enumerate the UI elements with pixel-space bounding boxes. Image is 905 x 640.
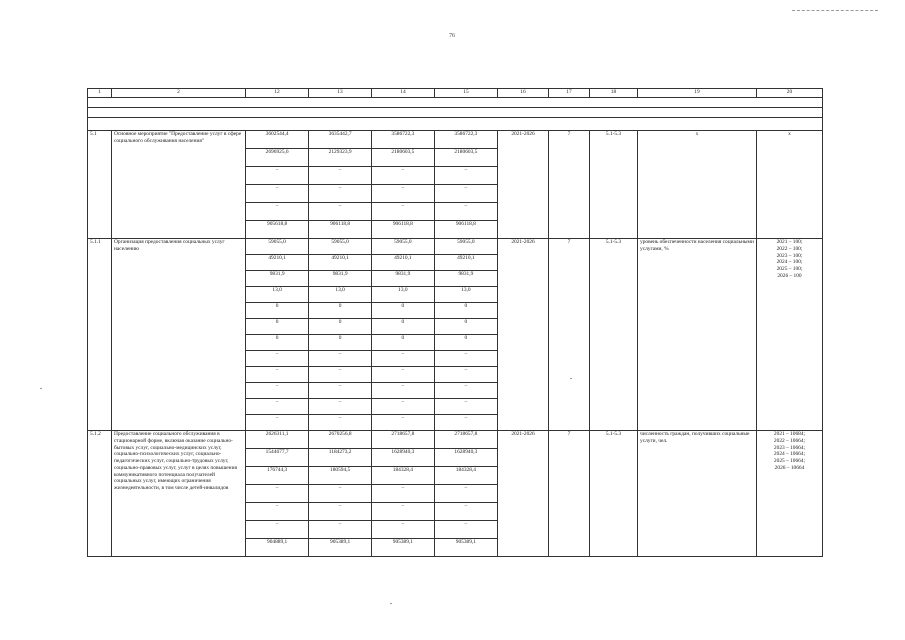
value-cell: –: [246, 351, 309, 367]
value-cell: 0: [246, 335, 309, 351]
value-cell: 184328,4: [372, 467, 435, 485]
scan-speck: [390, 603, 392, 604]
value-cell: –: [246, 399, 309, 415]
value-cell: 3586722,3: [372, 131, 435, 149]
header-row: [88, 89, 823, 98]
col-header: 17: [549, 89, 590, 98]
value-cell: 49210,1: [309, 255, 372, 271]
value-cell: –: [372, 485, 435, 503]
value-cell: –: [434, 383, 497, 399]
col-header: 13: [309, 89, 372, 98]
funding-values: [246, 431, 498, 557]
value-cell: –: [434, 351, 497, 367]
value-cell: –: [309, 485, 372, 503]
value-cell: 0: [309, 319, 372, 335]
value-cell: –: [309, 415, 372, 431]
value-cell: –: [434, 185, 497, 203]
col17-cell: 7: [549, 131, 590, 239]
row-name: Организация предоставления социальных услуг населению: [112, 239, 246, 431]
indicator-cell: численность граждан, получивших социальные услуги, чел.: [638, 431, 757, 557]
value-cell: 2180603,5: [372, 149, 435, 167]
value-cell: –: [434, 167, 497, 185]
blank-row: [88, 118, 823, 131]
value-cell: –: [309, 521, 372, 539]
value-cell: 180594,5: [309, 467, 372, 485]
value-cell: –: [372, 503, 435, 521]
target-cell: 2021 – 100; 2022 – 100; 2023 – 100; 2024 – 100; 2025 – 100; 2026 – 100: [757, 239, 823, 431]
table-row: [88, 131, 823, 239]
blank-row: [88, 108, 823, 118]
value-cell: 184328,4: [434, 467, 497, 485]
period-cell: 2021-2026: [498, 131, 549, 239]
period-cell: 2021-2026: [498, 239, 549, 431]
value-cell: –: [372, 415, 435, 431]
value-cell: –: [246, 203, 309, 221]
col17-cell: 7: [549, 431, 590, 557]
value-cell: –: [434, 415, 497, 431]
value-cell: 904889,1: [246, 539, 309, 557]
value-cell: 2696925,6: [246, 149, 309, 167]
scan-speck: [40, 388, 42, 389]
value-cell: 3602544,4: [265, 131, 289, 137]
value-cell: 49210,1: [434, 255, 497, 271]
value-cell: 0: [434, 319, 497, 335]
value-cell: 0: [246, 303, 309, 319]
value-cell: 906118,8: [372, 221, 435, 239]
col-header: 15: [435, 89, 498, 98]
period-cell: 2021-2026: [498, 431, 549, 557]
program-table: [87, 88, 823, 557]
value-cell: 13,0: [309, 287, 372, 303]
blank-row: [88, 98, 823, 108]
target-cell: х: [757, 131, 823, 239]
value-cell: –: [246, 485, 309, 503]
col-header: 20: [757, 89, 823, 98]
value-cell: –: [372, 399, 435, 415]
col18-cell: 5.1-5.3: [590, 131, 638, 239]
value-cell: –: [246, 367, 309, 383]
value-cell: –: [309, 167, 372, 185]
value-cell: –: [246, 503, 309, 521]
value-cell: 9831,9: [434, 271, 497, 287]
value-cell: 0: [372, 335, 435, 351]
value-cell: –: [434, 399, 497, 415]
value-cell: 905618,8: [246, 221, 309, 239]
value-cell: –: [309, 185, 372, 203]
value-cell: 905389,1: [372, 539, 435, 557]
row-id: 5.1.1: [88, 239, 112, 431]
value-cell: 0: [309, 335, 372, 351]
value-cell: 9831,9: [246, 271, 309, 287]
col-header: 1: [88, 89, 112, 98]
value-cell: –: [309, 351, 372, 367]
value-cell: –: [372, 521, 435, 539]
col18-cell: 5.1-5.3: [590, 431, 638, 557]
value-cell: 59055,0: [372, 239, 435, 255]
value-cell: –: [246, 185, 309, 203]
value-cell: –: [372, 367, 435, 383]
value-cell: 3635442,7: [309, 131, 372, 149]
value-cell: 2180603,5: [434, 149, 497, 167]
value-cell: –: [434, 521, 497, 539]
funding-values: [246, 239, 498, 431]
row-name: Основное мероприятие "Предоставление услуг в сфере социального обслуживания населения": [112, 131, 246, 239]
value-cell: 0: [309, 303, 372, 319]
row-name: Предоставление социального обслуживания в стационарной форме, включая оказание социально-бытовых услуг, социально-медицинских услуг, социально-психологических услуг, социально-педагогических услуг, социально-трудовых услуг, социально-правовых услуг, услуг в целях повышения коммуникативного потенциала получателей социальных услуг, имеющих ограничения жизнедеятельности, в том числе детей-инвалидов: [112, 431, 246, 557]
value-cell: 13,0: [372, 287, 435, 303]
value-cell: 2718657,8: [372, 431, 435, 449]
col-header: 12: [246, 89, 309, 98]
value-cell: 0: [246, 319, 309, 335]
col18-cell: 5.1-5.3: [590, 239, 638, 431]
value-cell: –: [246, 415, 309, 431]
table-row: [88, 239, 823, 431]
value-cell: 0: [434, 303, 497, 319]
value-cell: –: [309, 383, 372, 399]
value-cell: 13,0: [434, 287, 497, 303]
value-cell: 0: [372, 303, 435, 319]
value-cell: –: [434, 503, 497, 521]
indicator-cell: уровень обеспеченности населения социальными услугами, %: [638, 239, 757, 431]
value-cell: –: [246, 521, 309, 539]
table-row: [88, 431, 823, 557]
value-cell: 0: [372, 319, 435, 335]
value-cell: 3586722,3: [434, 131, 497, 149]
value-cell: –: [309, 367, 372, 383]
value-cell: –: [434, 485, 497, 503]
value-cell: 2718657,8: [434, 431, 497, 449]
value-cell: 49210,1: [246, 255, 309, 271]
value-cell: 1184273,2: [309, 449, 372, 467]
value-cell: –: [434, 367, 497, 383]
value-cell: 9831,9: [309, 271, 372, 287]
value-cell: 1544677,7: [246, 449, 309, 467]
funding-values: [246, 131, 498, 239]
value-cell: 49210,1: [372, 255, 435, 271]
row-id: 5.1: [88, 131, 112, 239]
target-cell: 2021 – 10684; 2022 – 10664; 2023 – 10664; 2024 – 10664; 2025 – 10664; 2026 – 10664: [757, 431, 823, 557]
col-header: 2: [112, 89, 246, 98]
value-cell: –: [309, 399, 372, 415]
value-cell: –: [309, 203, 372, 221]
col-header: 16: [498, 89, 549, 98]
value-cell: 13,0: [246, 287, 309, 303]
value-cell: –: [309, 503, 372, 521]
value-cell: 906118,8: [309, 221, 372, 239]
indicator-cell: х: [638, 131, 757, 239]
row-id: 5.1.2: [88, 431, 112, 557]
value-cell: –: [246, 383, 309, 399]
value-cell: –: [372, 383, 435, 399]
value-cell: 905389,1: [434, 539, 497, 557]
value-cell: 2670256,8: [309, 431, 372, 449]
value-cell: 1628940,3: [372, 449, 435, 467]
value-cell: –: [372, 167, 435, 185]
value-cell: 0: [434, 335, 497, 351]
value-cell: –: [246, 167, 309, 185]
col-header: 19: [638, 89, 757, 98]
scan-mark: [792, 10, 878, 13]
col17-cell: 7: [549, 239, 590, 431]
value-cell: 1628940,3: [434, 449, 497, 467]
value-cell: 2129323,9: [309, 149, 372, 167]
col-header: 18: [590, 89, 638, 98]
value-cell: –: [434, 203, 497, 221]
value-cell: 59055,0: [268, 239, 286, 245]
value-cell: 59055,0: [309, 239, 372, 255]
value-cell: 9831,9: [372, 271, 435, 287]
col-header: 14: [372, 89, 435, 98]
value-cell: –: [372, 185, 435, 203]
page-number: 76: [449, 33, 455, 39]
value-cell: 176744,3: [246, 467, 309, 485]
value-cell: –: [372, 203, 435, 221]
value-cell: 905389,1: [309, 539, 372, 557]
value-cell: 906118,8: [434, 221, 497, 239]
value-cell: –: [372, 351, 435, 367]
value-cell: 2626311,1: [265, 431, 289, 437]
value-cell: 59055,0: [434, 239, 497, 255]
